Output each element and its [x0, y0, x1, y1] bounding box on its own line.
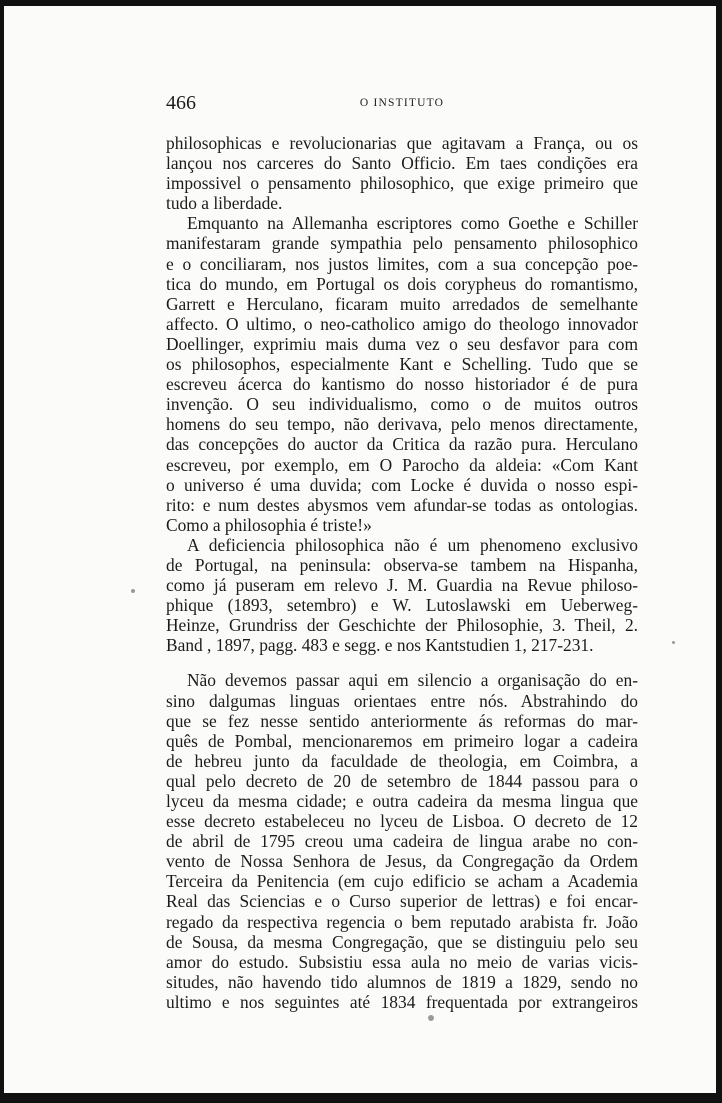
- text-line: phique (1893, setembro) e W. Lutoslawski em Ueberweg-: [166, 595, 638, 616]
- text-line: qual pelo decreto de 20 de setembro de 1844 passou para o: [166, 770, 638, 791]
- text-line: Heinze, Grundriss der Geschichte der Philosophie, 3. Theil, 2.: [166, 615, 638, 636]
- text-line: o universo é uma duvida; com Locke é duvida o nosso espi-: [166, 474, 638, 495]
- page-number: 466: [166, 92, 196, 114]
- text-line: escreveu, por exemplo, em O Parocho da aldeia: «Com Kant: [166, 454, 638, 475]
- text-line: invenção. O seu individualismo, como o de muitos outros: [166, 394, 638, 415]
- text-line: situdes, não havendo tido alumnos de 1819 a 1829, sendo no: [166, 971, 638, 992]
- paragraph: [166, 133, 638, 213]
- running-head: O INSTITUTO: [359, 97, 445, 109]
- text-line: esse decreto estabeleceu no lyceu de Lisboa. O decreto de 12: [166, 811, 638, 832]
- text-line: os philosophos, especialmente Kant e Schelling. Tudo que se: [166, 354, 638, 375]
- scan-speck: [428, 1015, 434, 1021]
- paragraph: [166, 535, 638, 656]
- text-line: regado da respectiva regencia o bem reputado arabista fr. João: [166, 911, 638, 932]
- text-line: homens do seu tempo, não derivava, pelo menos directamente,: [166, 414, 638, 435]
- text-line: manifestaram grande sympathia pelo pensamento philosophico: [166, 233, 638, 254]
- text-line: A deficiencia philosophica não é um phenomeno exclusivo: [187, 534, 638, 555]
- text-line: tudo a liberdade.: [166, 193, 283, 214]
- text-line: Real das Sciencias e o Curso superior de lettras) e foi encar-: [166, 891, 638, 912]
- paragraph: [166, 670, 638, 1012]
- paragraph-gap: [166, 655, 638, 670]
- text-line: de hebreu junto da faculdade de theologia, em Coimbra, a: [166, 750, 638, 771]
- text-line: rito: e num destes abysmos vem afundar-se todas as ontologias.: [166, 494, 638, 515]
- text-line: lançou nos carceres do Santo Officio. Em taes condições era: [166, 153, 638, 174]
- scan-speck: [131, 589, 135, 593]
- text-line: affecto. O ultimo, o neo-catholico amigo do theologo innovador: [166, 313, 638, 334]
- text-line: amor do estudo. Subsistiu essa aula no meio de varias vicis-: [166, 951, 638, 972]
- text-line: vento de Nossa Senhora de Jesus, da Congregação da Ordem: [166, 851, 638, 872]
- text-line: de Portugal, na peninsula: observa-se tambem na Hispanha,: [166, 554, 638, 575]
- scan-speck: [672, 641, 675, 644]
- page-header: [166, 92, 638, 120]
- text-line: como já puseram em relevo J. M. Guardia na Revue philoso-: [166, 575, 638, 596]
- text-line: das concepções do auctor da Critica da razão pura. Herculano: [166, 434, 638, 455]
- text-line: philosophicas e revolucionarias que agitavam a França, ou os: [166, 133, 638, 153]
- text-line: escreveu ácerca do kantismo do nosso historiador é de pura: [166, 374, 638, 395]
- text-line: sino dalgumas linguas orientaes entre nós. Abstrahindo do: [166, 690, 638, 711]
- text-line: Terceira da Penitencia (em cujo edificio se acham a Academia: [166, 871, 638, 892]
- text-line: de abril de 1795 creou uma cadeira de lingua arabe no con-: [166, 831, 638, 852]
- text-line: Como a philosophia é triste!»: [166, 514, 372, 535]
- text-line: lyceu da mesma cidade; e outra cadeira da mesma lingua que: [166, 791, 638, 811]
- text-line: Não devemos passar aqui em silencio a organisação do en-: [187, 670, 638, 691]
- text-line: impossivel o pensamento philosophico, que exige primeiro que: [166, 173, 638, 194]
- text-line: Band , 1897, pagg. 483 e segg. e nos Kantstudien 1, 217-231.: [166, 635, 594, 656]
- text-line: e o conciliaram, nos justos limites, com a sua concepção poe-: [166, 253, 638, 274]
- text-line: Doellinger, exprimiu mais duma vez o seu desfavor para com: [166, 333, 638, 354]
- body-text: [166, 133, 638, 1012]
- text-line: de Sousa, da mesma Congregação, que se distinguiu pelo seu: [166, 931, 638, 952]
- text-line: Emquanto na Allemanha escriptores como Goethe e Schiller: [187, 213, 638, 234]
- text-line: Garrett e Herculano, ficaram muito arredados de semelhante: [166, 293, 638, 314]
- text-line: ultimo e nos seguintes até 1834 frequentada por extrangeiros: [166, 991, 638, 1012]
- text-line: que se fez nesse sentido anteriormente ás reformas do mar-: [166, 710, 638, 731]
- paragraph: [166, 213, 638, 535]
- text-line: quês de Pombal, mencionaremos em primeiro logar a cadeira: [166, 730, 638, 751]
- text-line: tica do mundo, em Portugal os dois corypheus do romantismo,: [166, 273, 638, 294]
